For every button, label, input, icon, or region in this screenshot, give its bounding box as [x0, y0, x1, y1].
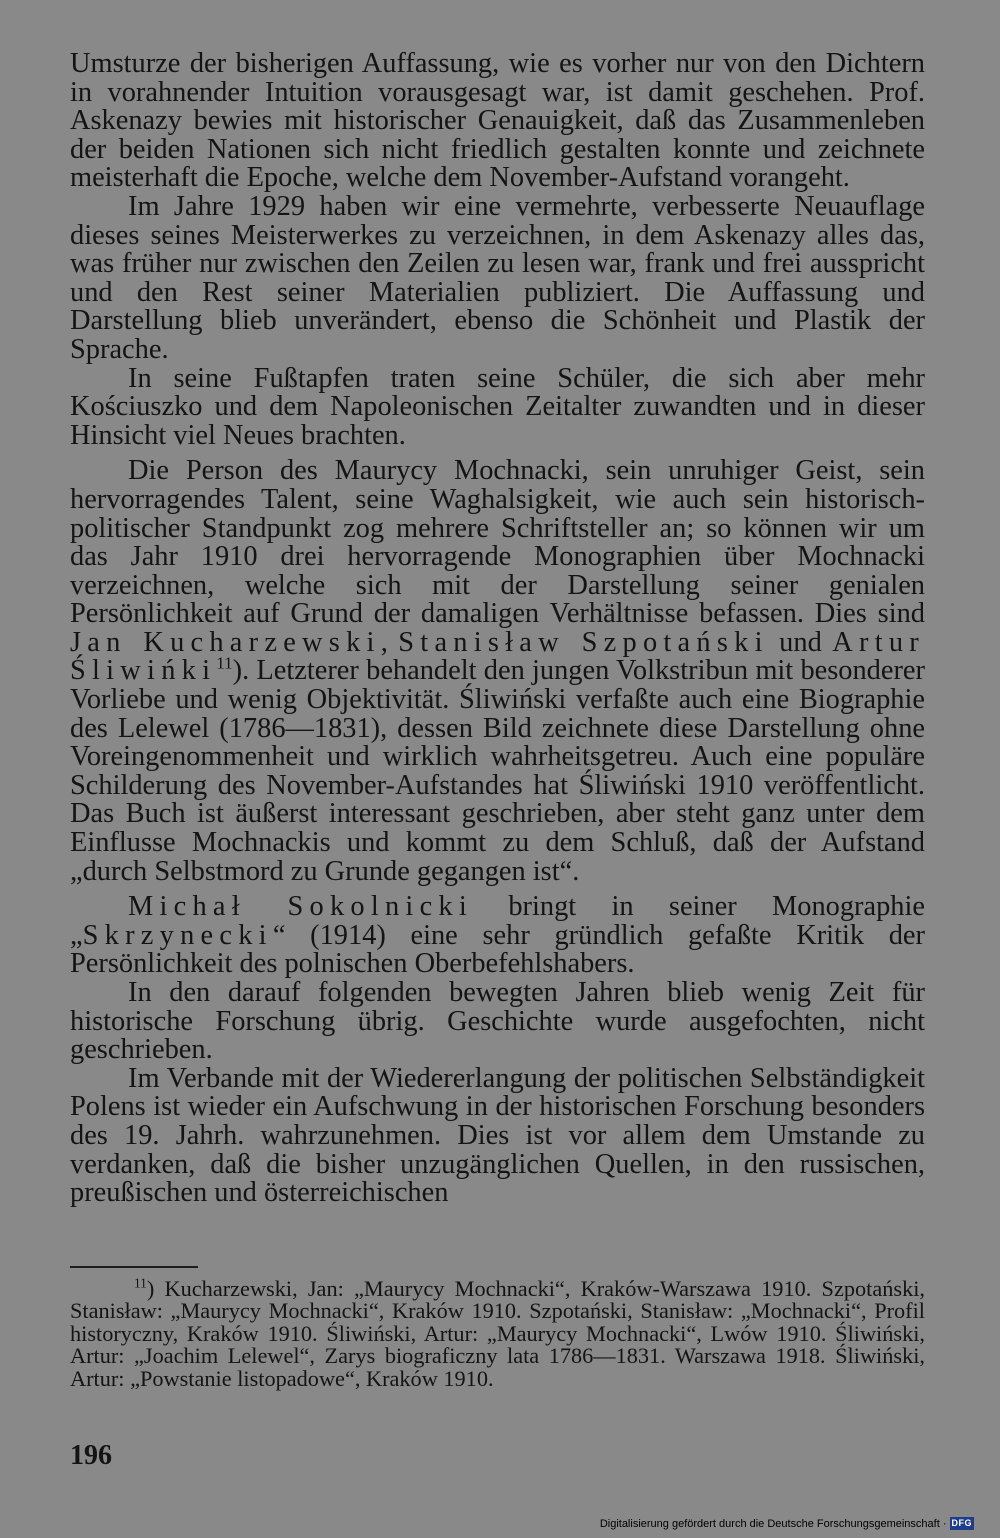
page-body — [70, 50, 925, 1208]
footnote-text — [70, 1275, 925, 1391]
footnote — [70, 1275, 925, 1391]
separator: , — [380, 626, 399, 658]
author-name-sokolnicki: Michał Sokolnicki — [128, 891, 473, 923]
footnote-reference: 11 — [216, 654, 233, 673]
paragraph-2: Im Jahre 1929 haben wir eine vermehrte, verbesserte Neuauflage dieses seines Meisterwerkes zu verzeichnen, in dem Askenazy alles das, was früher nur zwischen den Zeilen zu lesen war, frank und frei ausspricht und den Rest seiner Materialien publiziert. Die Auffassung und Darstellung blieb unverändert, ebenso die Schönheit und Plastik der Sprache. — [70, 190, 925, 365]
dfg-logo: DFG — [951, 1518, 972, 1528]
paragraph-1: Umsturze der bisherigen Auffassung, wie es vorher nur von den Dichtern in vorahnender Intuition vorausgesagt war, ist damit geschehen. Prof. Askenazy bewies mit historischer Genauigkeit, daß das Zusammenleben der beiden Nationen sich nicht friedlich gestalten konnte und zeichnete meisterhaft die Epoche, welche dem November-Aufstand vorangeht. — [70, 48, 925, 194]
paragraph-4-text-b: ). Letzterer behandelt den jungen Volkstribun mit besonderer Vorliebe und wenig Objektivität. Śliwiński verfaßte auch eine Biographie des Lelewel (1786—1831), dessen Bild zeichnete diese Darstellung ohne Voreingenommenheit und wirklich wahrheitsgetreu. Auch eine populäre Schilderung des November-Aufstandes hat Śliwiński 1910 veröffentlicht. Das Buch ist äußerst interessant geschrieben, aber steht ganz unter dem Einflusse Mochnackis und kommt zu dem Schluß, daß der Aufstand „durch Selbstmord zu Grunde gegangen ist“. — [70, 655, 925, 887]
footnote-marker: 11 — [134, 1275, 147, 1291]
paragraph-3: In seine Fußtapfen traten seine Schüler, die sich aber mehr Kościuszko und dem Napoleonischen Zeitalter zuwandten und in dieser Hinsicht viel Neues brachten. — [70, 362, 925, 451]
digitization-credit — [600, 1517, 974, 1530]
author-name-sliwinski: Artur Śliwińki — [70, 626, 925, 687]
author-name-szpotanski: Stanisław Szpotański — [398, 626, 769, 658]
paragraph-5 — [70, 893, 925, 979]
paragraph-5-text-a: bringt in seiner Monographie „ — [70, 891, 925, 951]
paragraph-4 — [70, 457, 925, 886]
author-name-kucharzewski: Jan Kucharzewski — [70, 626, 381, 658]
page-number: 196 — [70, 1440, 112, 1471]
footnote-body: ) Kucharzewski, Jan: „Maurycy Mochnacki“, Kraków-Warszawa 1910. Szpotański, Stanisław: „Maurycy Mochnacki“, Kraków 1910. Szpotański, Stanisław: „Mochnacki“, Profil historyczny, Kraków 1910. Śliwiński, Artur: „Maurycy Mochnacki“, Lwów 1910. Śliwiński, Artur: „Joachim Lelewel“, Zarys biograficzny lata 1786—1831. Warszawa 1918. Śliwiński, Artur: „Powstanie listopadowe“, Kraków 1910. — [70, 1276, 925, 1391]
credit-text: Digitalisierung gefördert durch die Deutsche Forschungsgemeinschaft · — [599, 1517, 947, 1530]
paragraph-6: In den darauf folgenden bewegten Jahren blieb wenig Zeit für historische Forschung übrig. Geschichte wurde ausgefochten, nicht geschrieben. — [70, 977, 925, 1066]
paragraph-4-text-a: Die Person des Maurycy Mochnacki, sein unruhiger Geist, sein hervorragendes Talent, seine Waghalsigkeit, wie auch sein historisch-politischer Standpunkt zog mehrere Schriftsteller an; so können wir um das Jahr 1910 drei hervorragende Monographien über Mochnacki verzeichnen, welche sich mit der Darstellung seiner genialen Persönlichkeit auf Grund der damaligen Verhältnisse befassen. Dies sind — [70, 455, 925, 630]
paragraph-7: Im Verbande mit der Wiedererlangung der politischen Selbständigkeit Polens ist wieder ein Aufschwung in der historischen Forschung besonders des 19. Jahrh. wahrzunehmen. Dies ist vor allem dem Umstande zu verdanken, daß die bisher unzugänglichen Quellen, in den russischen, preußischen und österreichischen — [70, 1062, 925, 1209]
footnote-divider — [70, 1266, 198, 1268]
separator: und — [768, 626, 833, 658]
paragraph-5-text-b: “ (1914) eine sehr gründlich gefaßte Kritik der Persönlichkeit des polnischen Oberbefehlshabers. — [70, 919, 925, 980]
monograph-title: Skrzynecki — [82, 919, 273, 951]
